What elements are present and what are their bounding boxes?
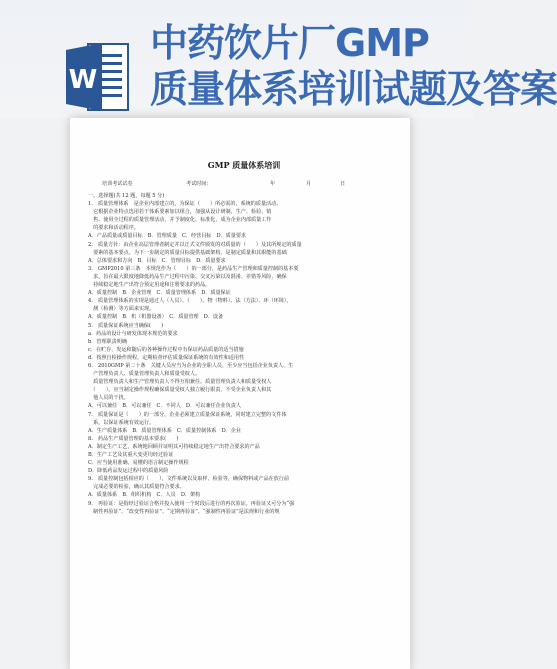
document-line: （ ）。应当制定操作规程确保质量受权人独立履行职责，不受企业负责人和其 (88, 387, 272, 394)
document-title: GMP 质量体系培训 (207, 160, 281, 170)
document-line: 持续稳定地生产出符合预定用途和注册要求的药品。 (88, 282, 211, 289)
document-line: C．应当使用准确、易懂的语言制定操作规程 (88, 460, 189, 467)
header-banner (0, 0, 557, 118)
document-line: 产管理负责人、质量管理负责人和质量受权人。 (88, 371, 201, 378)
word-document-icon (66, 40, 130, 114)
document-line: 要素的基本要点。为下一步制定的质量目标提供基础架构，是制定质量和其职能的基础 (88, 249, 287, 256)
document-line: b．管理职责明确 (88, 338, 127, 345)
document-line: 3. GMP2010 第三条 本规范作为（ ）的一部分，是药品生产管理和质量控制的基本要 (88, 265, 299, 272)
document-line: A．生产质量体系 B．质量管理体系 C．质量控制体系 D．企业 (88, 427, 241, 434)
document-line: c．在贮存、发运和随后的各种操作过程中有保证药品质量的适当措施 (88, 346, 244, 353)
document-line: 他人员的干扰。 (88, 395, 129, 402)
document-line: 的要求和活动程序。 (88, 225, 139, 232)
banner-title (150, 20, 557, 112)
document-line: A．质量控制 B．企业管理 C．质量管理体系 D．质量保证 (88, 290, 231, 297)
document-line: 求，旨在最大限度地降低药品生产过程中污染、交叉污染以及混淆、差错等风险，确保 (88, 273, 287, 280)
document-line: 2. 质量方针：由企业高层管理者制定并以正式文件颁发的对质量的（ ）及其所规定的质量 (88, 241, 302, 248)
document-line: a．药品的设计与研发体现本规范的要求 (88, 330, 178, 337)
document-line: 测（检测）等方面来实现。 (88, 306, 155, 313)
document-line: 完成必要的检验，确认其质量符合要求。 (88, 484, 185, 491)
question-list (88, 192, 400, 516)
document-line: A．总体要求和方向 B．目标 C．管理目标 D．质量要求 (88, 257, 226, 264)
document-line: 9. 再验证：是指经过验证合格并投入使用一个时段后进行的再次验证。再验证又可分为“强 (88, 500, 295, 507)
exam-label: 培训考试试卷 (102, 181, 133, 187)
document-line: 系，以保证系统有效运行。 (88, 419, 155, 426)
document-line: 制性再验证”、“改变性再验证”、“定期再验证”、“强制性再验证”是法规和行业的规 (88, 508, 280, 515)
document-line: 一、选择题(共 12 题，每题 5 分) (88, 193, 165, 199)
document-line: A．制定生产工艺，系统地回顾并证明其可持续稳定地生产出符合要求的产品 (88, 443, 260, 450)
document-line: 8. 药品生产质量管理的基本要求( ) (88, 435, 179, 442)
document-line: A．产品质量或质量目标 B．管理质量 C．经营目标 D．质量要求 (88, 233, 247, 240)
document-line: 质量管理负责人和生产管理负责人不得互相兼任。质量管理负责人和质量受权人 (88, 379, 272, 386)
document-line: D．降低药品发运过程中的质量风险 (88, 468, 169, 475)
document-line: d．按照自检操作规程，定期检查评估质量保证系统的有效性和适用性 (88, 354, 245, 361)
document-line: A．质量控制 B．机（机器设备） C．质量管理 D．设备 (88, 314, 224, 321)
document-line: A．质量体系 B．组织机构 C．人员 D．架构 (88, 492, 201, 499)
document-line: 7. 质量保证是（ ）的一部分，企业必须建立质量保证系统，同时建立完整的文件体 (88, 411, 287, 418)
document-line: 1. 质量管理体系 是企业内部建立的，为保证（ ）所必需的，系统的质量活动。 (88, 201, 282, 208)
document-line: 售、使用全过程的质量管理活动，并予制度化、标准化，成为企业内部质量工作 (88, 217, 272, 224)
document-line: 它根据企业特点选用若干体系要素加以组合，加强从设计研制、生产、检验、销 (88, 209, 272, 216)
exam-day: 日 (340, 181, 346, 187)
exam-time-label: 考试时间： (186, 181, 212, 187)
document-line: 4. 质量管理体系的实现是通过人（人员）、（ ）、物（物料）、法（方法）、环（环境）， (88, 298, 292, 305)
svg-text:W: W (68, 65, 98, 95)
document-line: B．生产工艺及其重大变更均经过验证 (88, 452, 174, 458)
document-line: 5. 质量保证系统应当确保( ) (88, 322, 164, 329)
document-page (70, 118, 410, 669)
exam-year: 年 (270, 181, 276, 187)
exam-month: 月 (306, 181, 312, 187)
document-line: 9. 质量控制包括相应的（ ），文件系统以及取样、检验等，确保物料或产品在放行前 (88, 476, 289, 483)
document-line: 6. 2010GMP 第二十条 关键人员应当为企业的全职人员，至少应当包括企业负责人、生 (88, 362, 294, 369)
document-line: A．可以兼任 B．可以兼任 C．不同人 D．可以兼任企业负责人 (88, 403, 241, 410)
banner-title-line1: 中药饮片厂GMP (150, 21, 429, 65)
banner-title-line2: 质量体系培训试题及答案 (150, 67, 557, 111)
